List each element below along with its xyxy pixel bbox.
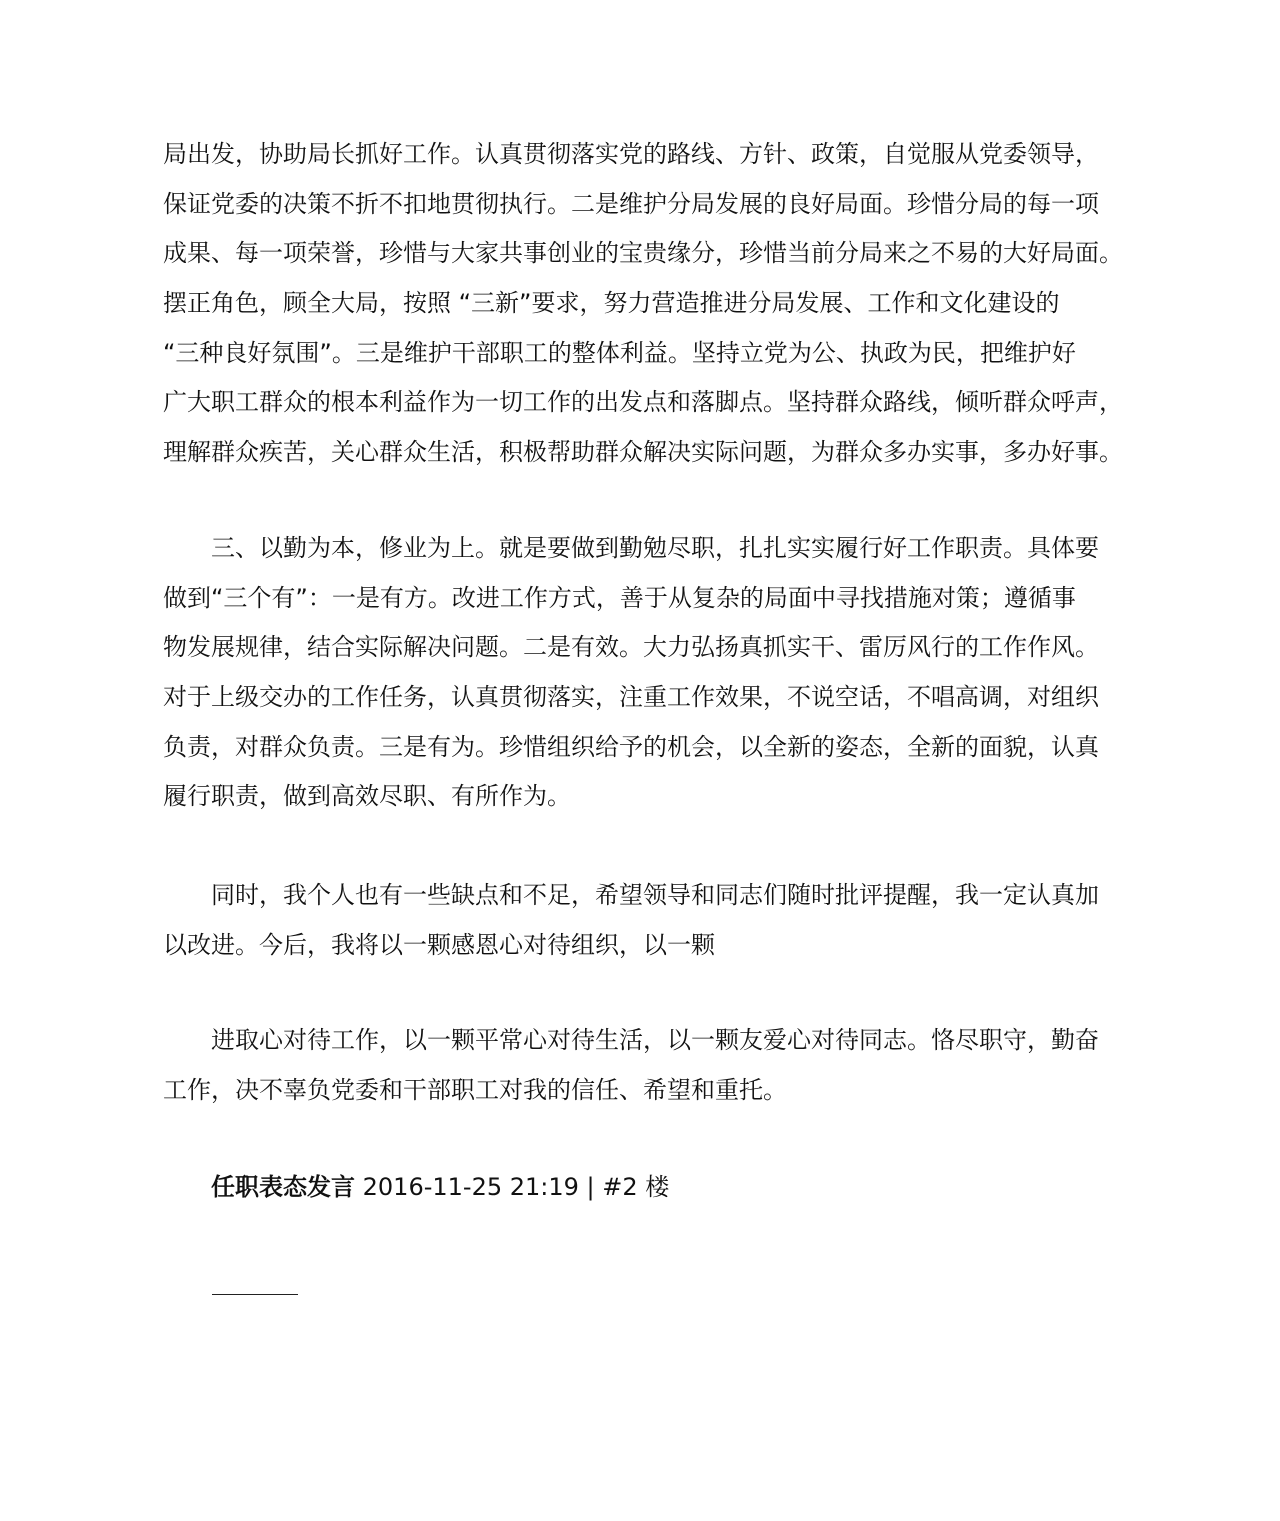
text-line: 进取心对待工作，以一颗平常心对待生活，以一颗友爱心对待同志。恪尽职守，勤奋 [211,1026,1099,1054]
text-line: 对于上级交办的工作任务，认真贯彻落实，注重工作效果，不说空话，不唱高调，对组织 [163,683,1099,712]
paragraph-closing [163,1016,1123,1115]
paragraph-shortcomings [163,871,1123,970]
paragraph-maintain-overall [163,130,1123,478]
text-line: 理解群众疾苦，关心群众生活，积极帮助群众解决实际问题，为群众多办实事，多办好事。 [163,438,1123,467]
text-line: 负责，对群众负责。三是有为。珍惜组织给予的机会，以全新的姿态，全新的面貌，认真 [163,732,1099,761]
text-line: 摆正角色，顾全大局，按照 “三新”要求，努力营造推进分局发展、工作和文化建设的 [163,289,1060,318]
text-line: 广大职工群众的根本利益作为一切工作的出发点和落脚点。坚持群众路线，倾听群众呼声， [163,388,1123,417]
text-line: 物发展规律，结合实际解决问题。二是有效。大力弘扬真抓实干、雷厉风行的工作作风。 [163,633,1099,662]
text-line: “三种良好氛围”。三是维护干部职工的整体利益。坚持立党为公、执政为民，把维护好 [163,338,1076,367]
text-line: 履行职责，做到高效尽职、有所作为。 [163,782,571,811]
post-meta: 2016-11-25 21:19 | #2 楼 [355,1173,670,1201]
text-line: 三、以勤为本，修业为上。就是要做到勤勉尽职，扎扎实实履行好工作职责。具体要 [211,534,1099,562]
text-line: 局出发，协助局长抓好工作。认真贯彻落实党的路线、方针、政策，自觉服从党委领导， [163,140,1099,168]
text-line: 同时，我个人也有一些缺点和不足，希望领导和同志们随时批评提醒，我一定认真加 [211,881,1099,909]
text-line: 保证党委的决策不折不扣地贯彻执行。二是维护分局发展的良好局面。珍惜分局的每一项 [163,189,1099,218]
text-line: 工作，决不辜负党委和干部职工对我的信任、希望和重托。 [163,1075,787,1104]
text-line: 成果、每一项荣誉，珍惜与大家共事创业的宝贵缘分，珍惜当前分局来之不易的大好局面。 [163,239,1123,268]
post-footer [211,1162,669,1212]
text-line: 以改进。今后，我将以一颗感恩心对待组织，以一颗 [163,930,715,959]
divider-line [212,1294,298,1295]
paragraph-diligence [163,524,1123,822]
post-title: 任职表态发言 [211,1173,355,1201]
text-line: 做到“三个有”：一是有方。改进工作方式，善于从复杂的局面中寻找措施对策；遵循事 [163,583,1076,612]
